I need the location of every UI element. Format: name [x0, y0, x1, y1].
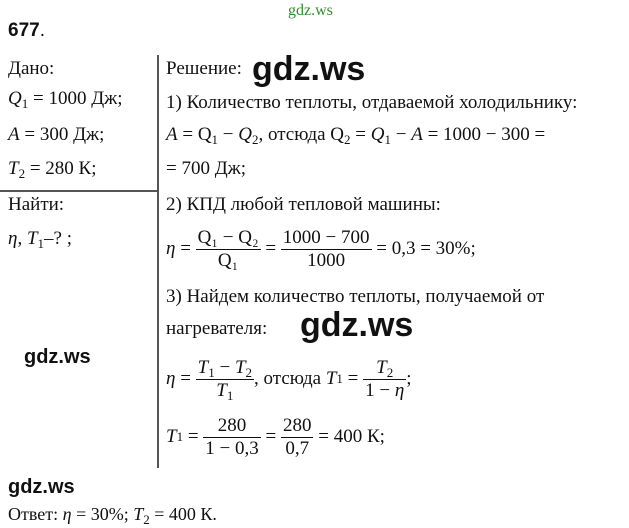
- watermark-top: gdz.ws: [288, 2, 333, 19]
- watermark-left: gdz.ws: [24, 346, 91, 368]
- divider-horizontal: [0, 190, 158, 192]
- fraction-280-07: $\frac{280}{0,7}$: [282, 414, 312, 459]
- fraction-q: $\frac{\text{Q₁ − Q₂}}{\text{Q₁}}$: [197, 226, 259, 271]
- divider-vertical: [157, 55, 159, 468]
- step3-text-cont: нагревателя:: [166, 318, 268, 339]
- watermark-solution: gdz.ws: [252, 50, 366, 88]
- fraction-t: $\frac{T_1 - T_2}{T_1}$: [197, 356, 253, 403]
- step2-formula: η = $\frac{\text{Q₁ − Q₂}}{\text{Q₁}}$ = $\frac{1000 - 700}{1000}$ = 0,3 = 30%;: [166, 226, 476, 271]
- find-header: Найти:: [8, 194, 65, 215]
- fraction-numeric: $\frac{1000 - 700}{1000}$: [282, 226, 370, 271]
- given-q1: $Q_1 = 1000$ Дж;: [8, 88, 123, 111]
- step3-text: 3) Найдем количество теплоты, получаемой от: [166, 286, 545, 307]
- watermark-bottom: gdz.ws: [8, 476, 75, 498]
- step1-equation: $A = Q_1 - Q_2$, отсюда $Q_2 = Q_1 - A = 1000 - 300$ =: [166, 124, 546, 147]
- solution-header: Решение:: [166, 58, 242, 79]
- step3-formula: η = $\frac{T_1 - T_2}{T_1}$ , отсюда T 1 = $\frac{T_2}{1 - \eta}$ ;: [166, 356, 412, 403]
- fraction-t2: $\frac{T_2}{1 - \eta}$: [365, 356, 405, 401]
- given-work: A = 300 Дж;: [8, 124, 105, 145]
- step1-continuation: = 700 Дж;: [166, 158, 247, 179]
- given-header: Дано:: [8, 58, 55, 79]
- step3-numeric: T 1 = $\frac{280}{1 - 0,3}$ = $\frac{280}{0,7}$ = 400 К;: [166, 414, 385, 459]
- step1-text: 1) Количество теплоты, отдаваемой холодильнику:: [166, 92, 578, 113]
- answer-line: Ответ: η = 30%; $T_2 = 400$ К.: [8, 504, 217, 527]
- fraction-280-03: $\frac{280}{1 - 0,3}$: [205, 414, 259, 459]
- step2-text: 2) КПД любой тепловой машины:: [166, 194, 441, 215]
- problem-number: 677.: [8, 20, 45, 41]
- watermark-middle: gdz.ws: [300, 306, 414, 344]
- find-target: η, $T_1-$? ;: [8, 228, 72, 251]
- given-t2: $T_2 = 280$ К;: [8, 158, 97, 181]
